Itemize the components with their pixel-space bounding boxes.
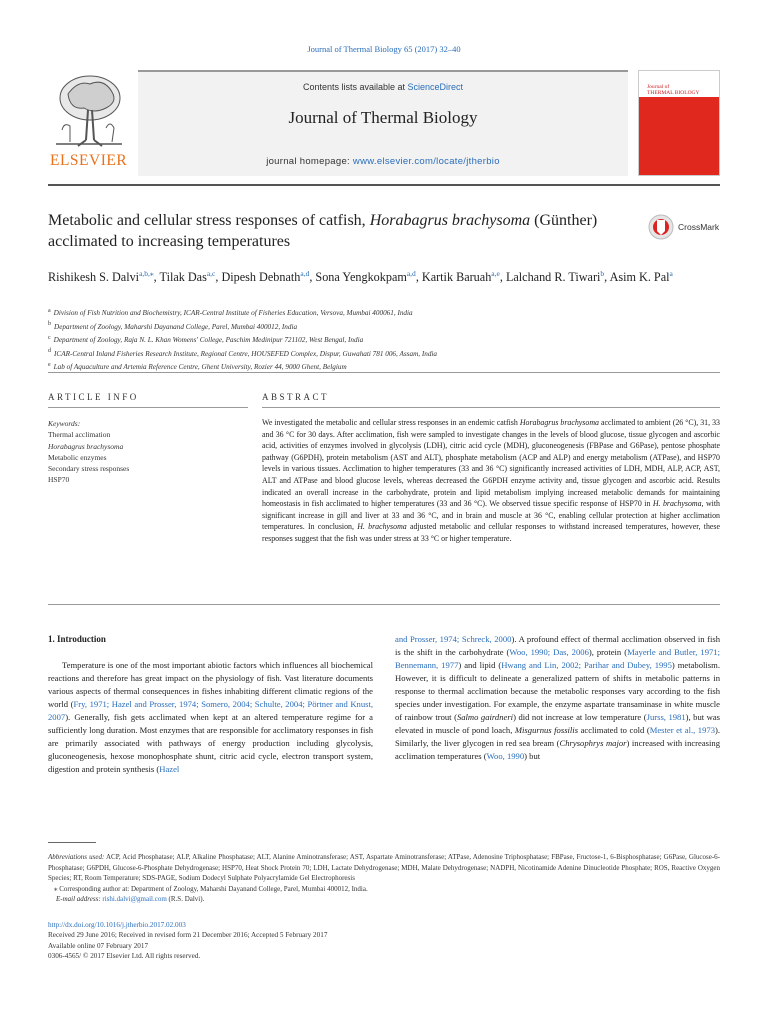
keyword-item: Horabagrus brachysoma xyxy=(48,441,124,451)
author-affiliation-marker[interactable]: a,e xyxy=(491,269,500,278)
author-name[interactable]: Asim K. Pal xyxy=(609,270,670,285)
title-part1: Metabolic and cellular stress responses of catfish, xyxy=(48,212,370,229)
corresponding-author: ⁎ Corresponding author at: Department of Zoology, Maharshi Dayanand College, Parel, Mumbai 400012, India. xyxy=(54,884,368,893)
email-suffix: (R.S. Dalvi). xyxy=(166,895,205,904)
citation-link[interactable]: Hazel xyxy=(159,764,180,775)
intro-seg: acclimated to cold ( xyxy=(578,725,650,736)
citation-link[interactable]: and Prosser, 1974; Schreck, 2000 xyxy=(395,634,512,644)
abstract-species: Horabagrus brachysoma xyxy=(519,418,599,427)
author-affiliation-marker[interactable]: b xyxy=(600,269,605,278)
citation-link[interactable]: Mayerle and Butler, 1971; Bennemann, 1977 xyxy=(395,647,720,671)
author-name[interactable]: Kartik Baruah xyxy=(421,270,492,285)
author-list xyxy=(48,264,720,287)
journal-citation[interactable]: Journal of Thermal Biology 65 (2017) 32–40 xyxy=(307,44,461,54)
keyword-item: Metabolic enzymes xyxy=(48,452,107,462)
abbreviations-footnote xyxy=(48,852,720,884)
received-dates: Received 29 June 2016; Received in revised form 21 December 2016; Accepted 5 February 2017 xyxy=(48,931,328,940)
article-info-heading: ARTICLE INFO xyxy=(48,392,139,402)
intro-seg: ), protein ( xyxy=(588,647,628,658)
intro-seg: ) but xyxy=(524,751,541,762)
affiliation-key: c xyxy=(48,334,51,341)
abbrev-label: Abbreviations used: xyxy=(48,853,105,861)
email-line xyxy=(48,894,720,905)
author-separator: , xyxy=(153,270,160,285)
author-name[interactable]: Dipesh Debnath xyxy=(221,270,301,285)
affiliation-text: ICAR-Central Inland Fisheries Research Institute, Regional Centre, HOUSEFED Complex, Dispur, Guwahati 781 006, Assam, India xyxy=(54,349,438,358)
citation-link[interactable]: Fry, 1971; Hazel and Prosser, 1974; Somero, 2004; Schulte, 2004; Pörtner and Knust, 2007 xyxy=(48,699,374,723)
keyword-item: Thermal acclimation xyxy=(48,430,111,440)
contents-line xyxy=(138,82,628,92)
cover-red xyxy=(639,97,719,175)
abstract-text xyxy=(262,417,720,545)
cover-label xyxy=(647,84,700,96)
email-link[interactable]: rishi.dalvi@gmail.com xyxy=(102,895,167,904)
affiliation-list xyxy=(48,306,720,373)
author-separator: , xyxy=(604,270,610,285)
abstract-seg: , with significant increase in gill and liver at 33 and 36 °C, and in brain and muscle at 36 °C, enabling cellular protection at higher acclimation temperatures. In conclusion, xyxy=(262,499,720,532)
section-divider xyxy=(48,604,720,605)
intro-seg: ). Similarly, the liver glycogen in red sea bream ( xyxy=(395,725,721,749)
author-affiliation-marker[interactable]: a,d xyxy=(406,269,416,278)
keywords-label: Keywords: xyxy=(48,419,81,428)
citation-link[interactable]: Woo, 1990; Das, 2006 xyxy=(509,647,589,658)
affiliation-item xyxy=(48,346,720,359)
crossmark-label: CrossMark xyxy=(678,222,720,232)
abstract-rule xyxy=(262,407,720,408)
abstract-seg: We investigated the metabolic and cellular stress responses in an endemic catfish xyxy=(262,418,520,427)
footnote-rule xyxy=(48,842,96,843)
affiliation-key: b xyxy=(48,321,51,328)
affiliation-text: Division of Fish Nutrition and Biochemistry, ICAR-Central Institute of Fisheries Education, Versova, Mumbai 400061, India xyxy=(53,309,413,318)
intro-seg: ), but was elevated in muscle of pond loach, xyxy=(395,712,721,736)
abstract-species: H. brachysoma xyxy=(357,522,407,532)
crossmark-icon xyxy=(648,214,674,240)
sciencedirect-link[interactable]: ScienceDirect xyxy=(407,82,464,92)
contents-prefix: Contents lists available at xyxy=(302,82,408,92)
journal-header xyxy=(138,70,628,176)
elsevier-tree-icon xyxy=(48,70,128,152)
affiliation-key: e xyxy=(48,361,51,368)
intro-seg: ) increased with increasing acclimation temperatures ( xyxy=(395,738,720,762)
abstract-species: H. brachysoma xyxy=(652,499,702,509)
section-divider xyxy=(48,372,720,373)
doi-link[interactable]: http://dx.doi.org/10.1016/j.jtherbio.2017.02.003 xyxy=(48,921,186,929)
author-affiliation-marker[interactable]: a,c xyxy=(206,269,216,278)
masthead-rule xyxy=(48,184,720,186)
keywords-block xyxy=(48,418,248,486)
publisher-wordmark: ELSEVIER xyxy=(50,152,128,169)
author-affiliation-marker[interactable]: a,d xyxy=(300,269,310,278)
elsevier-logo[interactable] xyxy=(48,70,128,174)
affiliation-text: Lab of Aquaculture and Artemia Reference Centre, Ghent University, Rozier 44, 9000 Ghent, Belgium xyxy=(53,362,347,371)
author-separator: , xyxy=(499,270,506,285)
article-title xyxy=(48,210,633,252)
homepage-prefix: journal homepage: xyxy=(266,156,353,167)
affiliation-item xyxy=(48,306,720,319)
title-part2: (Günther) acclimated to increasing temperatures xyxy=(48,212,598,250)
author-separator: , xyxy=(415,270,422,285)
available-online: Available online 07 February 2017 xyxy=(48,941,149,950)
keyword-item: Secondary stress responses xyxy=(48,464,130,474)
affiliation-text: Department of Zoology, Raja N. L. Khan Womens' College, Paschim Medinipur 721102, West Bengal, India xyxy=(53,336,364,345)
citation-link[interactable]: Hwang and Lin, 2002; Parihar and Dubey, 1995 xyxy=(501,660,672,671)
intro-seg: ). Generally, fish gets acclimated when kept at an altered temperature regime for a sufficiently long duration. Most enzymes that are responsible for acclimatory responses in fish are primarily associated with pathways of energy production including glycolysis, gluconeogenesis, hexose monophosphate shunt, citric acid cycle, electron transport system, digestion and protein synthesis ( xyxy=(48,712,373,775)
article-meta xyxy=(48,920,720,961)
author-name[interactable]: Tilak Das xyxy=(159,270,207,285)
species-name: Chrysophrys major xyxy=(559,738,627,749)
article-info-rule xyxy=(48,407,248,408)
species-name: Misgurnus fossilis xyxy=(514,725,579,736)
intro-column-right xyxy=(395,633,720,763)
journal-title: Journal of Thermal Biology xyxy=(288,108,478,127)
crossmark-badge[interactable] xyxy=(648,214,724,240)
citation-link[interactable]: Woo, 1990 xyxy=(486,751,525,762)
intro-seg: ) metabolism. However, it is difficult to delineate a generalized pattern of shifts in metabolic patterns in response to thermal acclimation because the metabolic responses vary according to the fish species under investigation. For example, the enzyme aspartate transaminase in white muscle of rainbow trout ( xyxy=(395,660,720,723)
affiliation-item xyxy=(48,319,720,332)
footnotes xyxy=(48,852,720,905)
intro-seg: ) and lipid ( xyxy=(458,660,502,671)
intro-heading: 1. Introduction xyxy=(48,634,106,644)
cover-label-line2: THERMAL BIOLOGY xyxy=(647,90,700,96)
journal-homepage xyxy=(138,156,628,167)
email-label: E-mail address: xyxy=(56,895,101,904)
author-name[interactable]: Sona Yengkokpam xyxy=(315,270,407,285)
intro-seg: ) did not increase at low temperature ( xyxy=(513,712,647,723)
abstract-seg: adjusted metabolic and cellular responses to withstand increased temperatures, however, these responses suggest that the fish was under stress at 33 °C or higher temperature. xyxy=(262,522,720,543)
author-separator: , xyxy=(309,270,316,285)
title-species: Horabagrus brachysoma xyxy=(369,212,531,229)
abstract-seg: acclimated to ambient (26 °C), 31, 33 and 36 °C for 30 days. After acclimation, fish were sampled to investigate changes in the levels of blood glucose, tissue glycogen and ascorbic acid, activities of enzymes involved in glycolysis (LDH), citric acid cycle (MDH), gluconeogenesis (FBPase and G6Pase), pentose phosphate pathway (G6PDH), protein metabolism (AST and ALT), phosphate metabolism (ACP and ALP) and energy metabolism (ATPase), and HSP70 levels in various tissues. Acclimation to higher temperatures (33 and 36 °C) significantly increased activities of LDH, MDH, ALP, ACP, AST, ALT and ATPase and blood glucose levels, whereas decreased the G6PDH enzyme activity and, tissue glycogen and ascorbic acid. Results indicated an overall increase in the carbohydrate, protein and lipid metabolism implying increased metabolic demands for maintaining homeostasis in fish acclimated to higher temperatures (33 and 36 °C). We observed tissue specific response of HSP70 in xyxy=(262,418,720,509)
intro-seg: ). A profound effect of thermal acclimation observed in fish is the shift in the carbohydrate ( xyxy=(395,634,720,658)
affiliation-key: a xyxy=(48,308,51,314)
citation-link[interactable]: Jurss, 1981 xyxy=(646,712,686,723)
homepage-link[interactable]: www.elsevier.com/locate/jtherbio xyxy=(352,156,500,167)
species-name: Salmo gairdneri xyxy=(456,712,514,723)
copyright: 0306-4565/ © 2017 Elsevier Ltd. All rights reserved. xyxy=(48,951,201,960)
keyword-item: HSP70 xyxy=(48,475,70,485)
intro-paragraph xyxy=(48,659,373,776)
citation-link[interactable]: Mester et al., 1973 xyxy=(649,725,715,736)
cover-label-line1: Journal of xyxy=(647,84,670,90)
abstract-heading: ABSTRACT xyxy=(262,392,330,402)
author-separator: , xyxy=(215,270,222,285)
affiliation-item xyxy=(48,360,720,373)
author-name[interactable]: Rishikesh S. Dalvi xyxy=(48,270,140,285)
abbrev-text: ACP, Acid Phosphatase; ALP, Alkaline Phosphatase; ALT, Alanine Aminotransferase; AST, Aspartate Aminotransferase; ATPase, Adenosine Triphosphatase; FBPase, Fructose-1, 6-Bisphosphatase; G6Pase, Glucose-6-Phosphatase; G6PDH, Glucose-6-Phosphate Dehydrogenase; HSP70, Heat Shock Protein 70; LDH, Lactate Dehydrogenase; MDH, Malate Dehydrogenase; NADPH, Nicotinamide Adenine Dinucleotide Phosphate; ROS, Reactive Oxygen Species; RT, Room Temperature; SDS-PAGE, Sodium Dodecyl Sulphate Polyacrylamide Gel Electrophoresis xyxy=(48,853,720,883)
affiliation-text: Department of Zoology, Maharshi Dayanand College, Parel, Mumbai 400012, India xyxy=(54,322,298,331)
intro-seg: Temperature is one of the most important abiotic factors which influences all biochemical reactions and therefore has great impact on the physiology of fish. Vast literature documents various aspects of thermal consequences in fishes inhabiting different climatic regions of the world ( xyxy=(48,660,373,710)
masthead xyxy=(48,70,720,176)
author-name[interactable]: Lalchand R. Tiwari xyxy=(505,270,601,285)
author-affiliation-marker[interactable]: a,b,⁎ xyxy=(139,269,154,278)
affiliation-key: d xyxy=(48,348,51,355)
affiliation-item xyxy=(48,333,720,346)
intro-column-left xyxy=(48,633,373,776)
author-affiliation-marker[interactable]: a xyxy=(669,269,673,278)
journal-cover-thumbnail[interactable] xyxy=(638,70,720,176)
